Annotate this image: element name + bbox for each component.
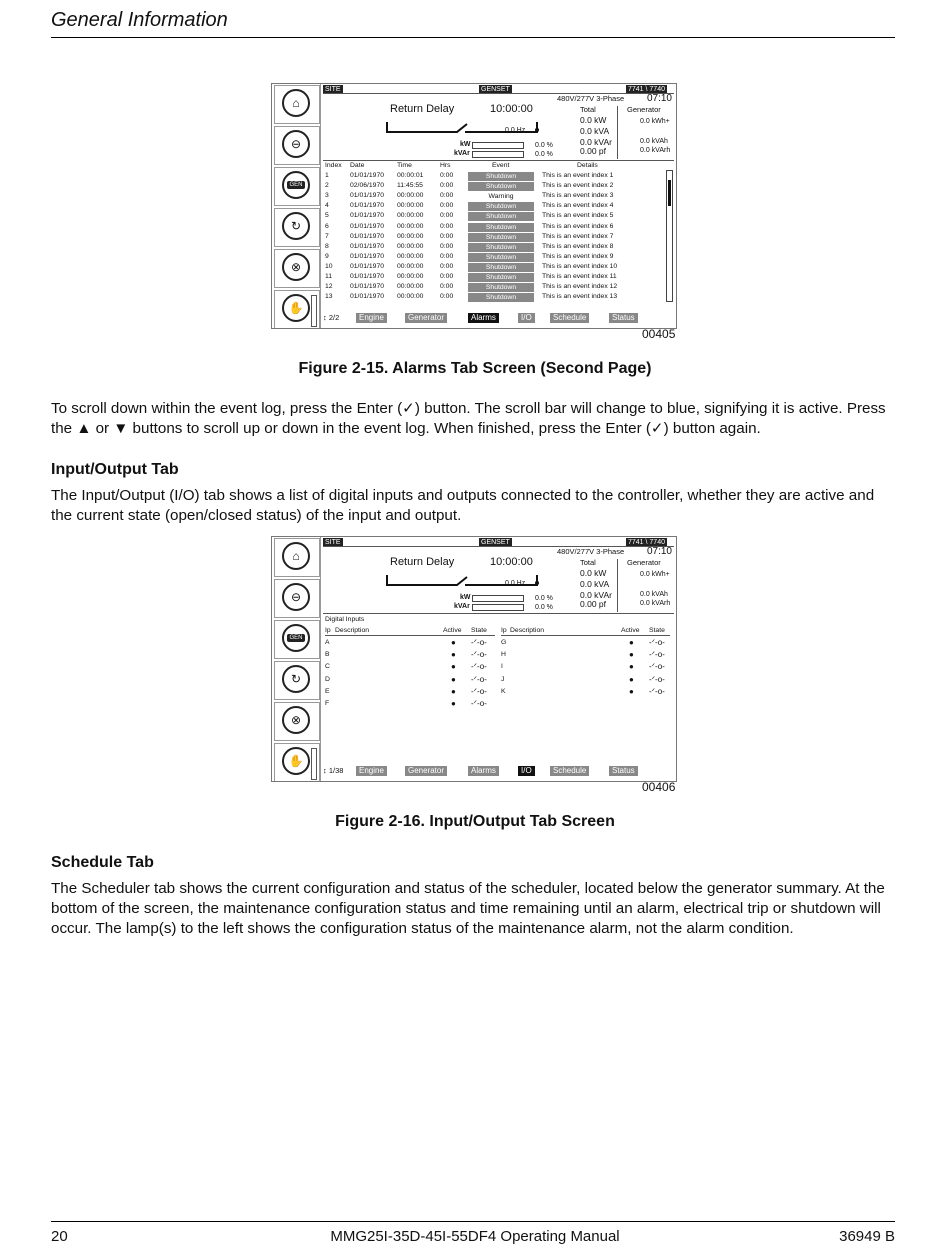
side-button[interactable]: [274, 661, 320, 700]
home-icon: ⌂: [282, 542, 310, 570]
table-cell: 00:00:00: [397, 252, 424, 260]
side-button[interactable]: [274, 702, 320, 741]
table-cell: 01/01/1970: [350, 192, 385, 200]
active-dot-icon: ●: [629, 686, 634, 696]
table-cell: This is an event index 4: [542, 202, 614, 210]
column-header: Date: [350, 162, 365, 169]
table-cell: 0:00: [440, 202, 454, 210]
hand-icon: ✋: [282, 747, 310, 775]
io-input-id: K: [501, 687, 506, 695]
header-rule: [51, 37, 895, 38]
io-input-id: A: [325, 639, 330, 646]
active-dot-icon: ●: [451, 674, 456, 684]
engine-icon: ⊖: [282, 583, 310, 611]
switch-state-icon: -ᐟ-o-: [649, 686, 665, 696]
switch-state-icon: -ᐟ-o-: [649, 674, 665, 684]
table-cell: 11:45:55: [397, 182, 423, 190]
gen-kvah: 0.0 kVAh: [640, 591, 668, 598]
io-input-id: D: [325, 675, 330, 683]
gen-kvah: 0.0 kVAh: [640, 138, 668, 145]
table-cell: 0:00: [440, 222, 454, 230]
event-badge: Shutdown: [468, 263, 534, 272]
gen-icon: [282, 624, 310, 652]
io-input-id: I: [501, 663, 503, 671]
table-cell: 0:00: [440, 212, 454, 220]
table-cell: 0:00: [440, 293, 454, 301]
clock: 07:10: [646, 93, 672, 104]
figure-caption: Figure 2-15. Alarms Tab Screen (Second Page): [298, 360, 652, 377]
table-cell: 9: [325, 252, 329, 260]
genset-label: GENSET: [481, 86, 510, 93]
return-delay-label: Return Delay: [390, 103, 455, 115]
table-cell: 0:00: [440, 172, 454, 179]
table-row: [272, 172, 667, 182]
active-dot-icon: ●: [629, 638, 634, 647]
io-input-id: C: [325, 663, 330, 671]
table-cell: This is an event index 6: [542, 222, 614, 230]
table-cell: 0:00: [440, 182, 454, 190]
figure-code: 00405: [642, 327, 676, 341]
total-header: Total: [580, 105, 596, 114]
kw-percent: 0.0 %: [535, 142, 553, 149]
table-row: [272, 283, 667, 293]
kw-label: kW: [460, 141, 471, 148]
return-delay-time: 10:00:00: [490, 103, 533, 115]
active-dot-icon: ●: [629, 674, 634, 684]
kvar-label: kVAr: [454, 603, 470, 610]
switch-state-icon: -ᐟ-o-: [649, 638, 665, 647]
gen-kwh: 0.0 kWh+: [640, 571, 670, 578]
gen-label-icon: GEN: [289, 182, 303, 188]
table-cell: 00:00:00: [397, 202, 424, 210]
table-cell: 02/06/1970: [350, 182, 385, 190]
kvar-meter: [472, 604, 524, 611]
table-cell: 2: [325, 182, 329, 190]
clock: 07:10: [646, 546, 672, 557]
paragraph: The Scheduler tab shows the current configuration and status of the scheduler, located below the generator summary. At the bottom of the screen, the maintenance configuration status and time remaining until an alarm, electrical trip or shutdown will occur. The lamp(s) to the left shows the configuration status of the maintenance alarm, not the alarm condition.: [51, 880, 885, 937]
gen-label-icon: GEN: [289, 635, 303, 641]
event-badge: Shutdown: [468, 223, 534, 232]
io-input-id: G: [501, 639, 507, 646]
table-cell: 0:00: [440, 262, 454, 270]
side-button[interactable]: [274, 743, 320, 782]
generator-header: Generator: [627, 105, 661, 114]
table-cell: 01/01/1970: [350, 293, 385, 301]
io-input-id: F: [325, 700, 330, 707]
table-cell: 01/01/1970: [350, 242, 385, 250]
table-cell: 01/01/1970: [350, 212, 385, 220]
stop-icon: ⊗: [282, 706, 310, 734]
kvar-meter: [472, 151, 524, 158]
table-cell: 01/01/1970: [350, 202, 385, 210]
table-row: [272, 233, 667, 243]
side-button[interactable]: [274, 126, 320, 165]
table-cell: 12: [325, 283, 333, 291]
column-header: Time: [397, 162, 412, 169]
table-cell: This is an event index 7: [542, 232, 614, 240]
tab-status[interactable]: Status: [609, 766, 638, 776]
return-delay-time: 10:00:00: [490, 556, 533, 568]
table-cell: This is an event index 8: [542, 242, 614, 250]
phase-info: 480V/277V 3-Phase: [557, 94, 625, 103]
table-cell: 01/01/1970: [350, 232, 385, 240]
tab-schedule[interactable]: Schedule: [550, 766, 589, 776]
active-dot-icon: ●: [451, 650, 456, 660]
table-cell: 1: [325, 172, 329, 179]
table-cell: 00:00:00: [397, 222, 424, 230]
alarms-screen: [271, 83, 677, 329]
total-kw: 0.0 kW: [580, 568, 607, 578]
table-row: [272, 263, 667, 273]
table-row: [272, 223, 667, 233]
io-column-header: Description: [335, 627, 369, 634]
tab-alarms[interactable]: Alarms: [468, 766, 499, 776]
table-cell: This is an event index 12: [542, 283, 618, 291]
side-button[interactable]: [274, 579, 320, 618]
event-badge: Shutdown: [468, 243, 534, 252]
total-kva: 0.0 kVA: [580, 126, 610, 136]
event-badge: Shutdown: [468, 182, 534, 191]
table-cell: 7: [325, 232, 329, 240]
stop-icon: ⊗: [282, 253, 310, 281]
table-cell: 01/01/1970: [350, 252, 385, 260]
site-label: SITE: [325, 539, 341, 546]
io-column-header: State: [471, 627, 487, 634]
total-pf: 0.00 pf: [580, 146, 606, 156]
engine-icon: ⊖: [282, 130, 310, 158]
unit-id: 7741 \ 7740: [628, 86, 665, 93]
tab-io[interactable]: I/O: [518, 313, 535, 323]
table-cell: 01/01/1970: [350, 262, 385, 270]
figure-code: 00406: [642, 780, 676, 794]
table-cell: 0:00: [440, 232, 454, 240]
event-badge: Shutdown: [468, 283, 534, 292]
tab-io[interactable]: I/O: [518, 766, 535, 776]
total-pf: 0.00 pf: [580, 599, 606, 609]
table-cell: 00:00:00: [397, 273, 424, 280]
event-badge: Warning: [468, 192, 534, 201]
return-delay-label: Return Delay: [390, 556, 455, 568]
switch-state-icon: -ᐟ-o-: [471, 674, 487, 684]
table-cell: This is an event index 9: [542, 252, 614, 260]
auto-icon: ↻: [282, 212, 310, 240]
auto-icon: ↻: [282, 665, 310, 693]
table-cell: 0:00: [440, 242, 454, 250]
footer-rule: [51, 1221, 895, 1222]
table-row: [272, 293, 667, 303]
kw-label: kW: [460, 594, 471, 601]
io-column-header: Ip: [325, 627, 331, 634]
active-dot-icon: ●: [451, 662, 456, 672]
side-button[interactable]: [274, 85, 320, 124]
hand-indicator-icon: [311, 748, 317, 780]
io-column-header: Active: [443, 627, 462, 634]
table-row: [272, 243, 667, 253]
table-cell: 0:00: [440, 252, 454, 260]
home-icon: ⌂: [282, 89, 310, 117]
total-kva: 0.0 kVA: [580, 579, 610, 589]
site-label: SITE: [325, 86, 341, 93]
switch-state-icon: -ᐟ-o-: [471, 650, 487, 660]
section-heading: Schedule Tab: [51, 854, 154, 871]
manual-title: MMG25I-35D-45I-55DF4 Operating Manual: [330, 1228, 620, 1245]
section-heading: Input/Output Tab: [51, 461, 179, 478]
table-cell: This is an event index 2: [542, 182, 614, 190]
total-header: Total: [580, 558, 596, 567]
active-dot-icon: ●: [451, 699, 456, 708]
phase-info: 480V/277V 3-Phase: [557, 547, 625, 556]
io-column-header: Description: [510, 627, 544, 634]
kvar-percent: 0.0 %: [535, 604, 553, 611]
table-cell: 00:00:00: [397, 232, 424, 240]
table-cell: 0:00: [440, 192, 454, 200]
table-cell: 01/01/1970: [350, 222, 385, 230]
kw-meter: [472, 142, 524, 149]
event-badge: Shutdown: [468, 253, 534, 262]
tab-engine[interactable]: Engine: [356, 766, 387, 776]
totals-divider: [617, 559, 618, 612]
page-indicator: ↕ 1/38: [323, 766, 344, 775]
active-dot-icon: ●: [451, 686, 456, 696]
summary-rule: [323, 613, 674, 614]
side-button[interactable]: [274, 620, 320, 659]
event-badge: Shutdown: [468, 172, 534, 181]
table-cell: 3: [325, 192, 329, 200]
table-cell: 00:00:00: [397, 293, 424, 301]
table-cell: 00:00:00: [397, 262, 424, 270]
switch-state-icon: -ᐟ-o-: [649, 662, 665, 672]
table-cell: 13: [325, 293, 333, 301]
io-input-id: H: [501, 651, 506, 659]
switch-state-icon: -ᐟ-o-: [471, 638, 487, 647]
io-input-id: E: [325, 687, 330, 695]
active-dot-icon: ●: [629, 662, 634, 672]
gen-kvarh: 0.0 kVArh: [640, 600, 671, 607]
side-buttons: [272, 537, 321, 781]
page-header: General Information: [51, 9, 228, 31]
io-column-header: State: [649, 627, 665, 634]
event-badge: Shutdown: [468, 233, 534, 242]
kw-meter: [472, 595, 524, 602]
io-column-header: Ip: [501, 627, 507, 634]
table-cell: This is an event index 1: [542, 172, 614, 179]
table-cell: 00:00:01: [397, 172, 424, 179]
table-cell: 01/01/1970: [350, 172, 385, 179]
event-badge: Shutdown: [468, 212, 534, 221]
io-column-header: Active: [621, 627, 640, 634]
hz-value: 0.0 Hz: [505, 127, 526, 134]
table-cell: This is an event index 3: [542, 192, 614, 200]
column-header: Hrs: [440, 162, 451, 169]
table-cell: 00:00:00: [397, 283, 424, 291]
table-cell: 01/01/1970: [350, 273, 385, 280]
totals-divider: [617, 106, 618, 159]
gen-kwh: 0.0 kWh+: [640, 118, 670, 125]
tab-schedule[interactable]: Schedule: [550, 313, 589, 323]
table-cell: This is an event index 11: [542, 273, 617, 280]
table-row: [272, 253, 667, 263]
tab-status[interactable]: Status: [609, 313, 638, 323]
event-badge: Shutdown: [468, 202, 534, 211]
digital-inputs-title: Digital Inputs: [325, 616, 365, 623]
switch-state-icon: -ᐟ-o-: [471, 662, 487, 672]
event-scrollbar[interactable]: [666, 170, 673, 302]
gen-kvarh: 0.0 kVArh: [640, 147, 671, 154]
tab-bar: [323, 313, 673, 323]
io-header-rule: [325, 635, 495, 636]
tab-engine[interactable]: Engine: [356, 313, 387, 323]
tab-bar: [323, 766, 673, 776]
total-kvar: 0.0 kVAr: [580, 590, 612, 600]
table-cell: 0:00: [440, 283, 454, 291]
kw-percent: 0.0 %: [535, 595, 553, 602]
table-row: [272, 192, 667, 202]
event-badge: Shutdown: [468, 293, 534, 302]
table-cell: 00:00:00: [397, 212, 424, 220]
table-row: [272, 212, 667, 222]
table-cell: 11: [325, 273, 333, 280]
paragraph: To scroll down within the event log, press the Enter (✓) button. The scroll bar will change to blue, signifying it is active. Press the ▲ or ▼ buttons to scroll up or down in the event log. When finished, press the Enter (✓) button again.: [51, 400, 886, 437]
table-cell: 10: [325, 262, 333, 270]
switch-state-icon: -ᐟ-o-: [471, 699, 487, 708]
event-badge: Shutdown: [468, 273, 534, 282]
table-cell: 00:00:00: [397, 192, 424, 200]
io-input-id: B: [325, 651, 330, 659]
paragraph: The Input/Output (I/O) tab shows a list of digital inputs and outputs connected to the controller, whether they are active and the current state (open/closed status) of the input and output.: [51, 487, 875, 524]
table-cell: This is an event index 5: [542, 212, 614, 220]
hand-icon: ✋: [282, 294, 310, 322]
io-header-rule: [501, 635, 670, 636]
active-dot-icon: ●: [629, 650, 634, 660]
table-cell: 01/01/1970: [350, 283, 385, 291]
table-row: [272, 202, 667, 212]
io-screen: [271, 536, 677, 782]
hz-value: 0.0 Hz: [505, 580, 526, 587]
tab-alarms[interactable]: Alarms: [468, 313, 499, 323]
switch-state-icon: -ᐟ-o-: [649, 650, 665, 660]
switch-state-icon: -ᐟ-o-: [471, 686, 487, 696]
kvar-label: kVAr: [454, 150, 470, 157]
table-row: [272, 182, 667, 192]
table-cell: 4: [325, 202, 329, 210]
active-dot-icon: ●: [451, 638, 456, 647]
column-header: Event: [492, 162, 510, 169]
table-cell: 5: [325, 212, 329, 220]
side-button[interactable]: [274, 538, 320, 577]
figure-caption: Figure 2-16. Input/Output Tab Screen: [335, 813, 615, 830]
io-input-id: J: [501, 675, 505, 683]
table-cell: 6: [325, 222, 329, 230]
tab-generator[interactable]: Generator: [405, 313, 447, 323]
column-header: Index: [325, 162, 342, 169]
total-kw: 0.0 kW: [580, 115, 607, 125]
scroll-thumb[interactable]: [668, 180, 671, 206]
table-row: [272, 273, 667, 283]
page-indicator: ↕ 2/2: [323, 313, 340, 322]
kvar-percent: 0.0 %: [535, 151, 553, 158]
summary-rule: [323, 160, 674, 161]
table-cell: 8: [325, 242, 329, 250]
tab-generator[interactable]: Generator: [405, 766, 447, 776]
table-cell: This is an event index 10: [542, 262, 618, 270]
document-number: 36949 B: [839, 1228, 895, 1245]
table-cell: This is an event index 13: [542, 293, 618, 301]
table-cell: 00:00:00: [397, 242, 424, 250]
table-cell: 0:00: [440, 273, 454, 280]
total-kvar: 0.0 kVAr: [580, 137, 612, 147]
genset-label: GENSET: [481, 539, 510, 546]
column-header: Details: [577, 162, 598, 169]
unit-id: 7741 \ 7740: [628, 539, 665, 546]
page-number: 20: [51, 1228, 68, 1245]
generator-header: Generator: [627, 558, 661, 567]
